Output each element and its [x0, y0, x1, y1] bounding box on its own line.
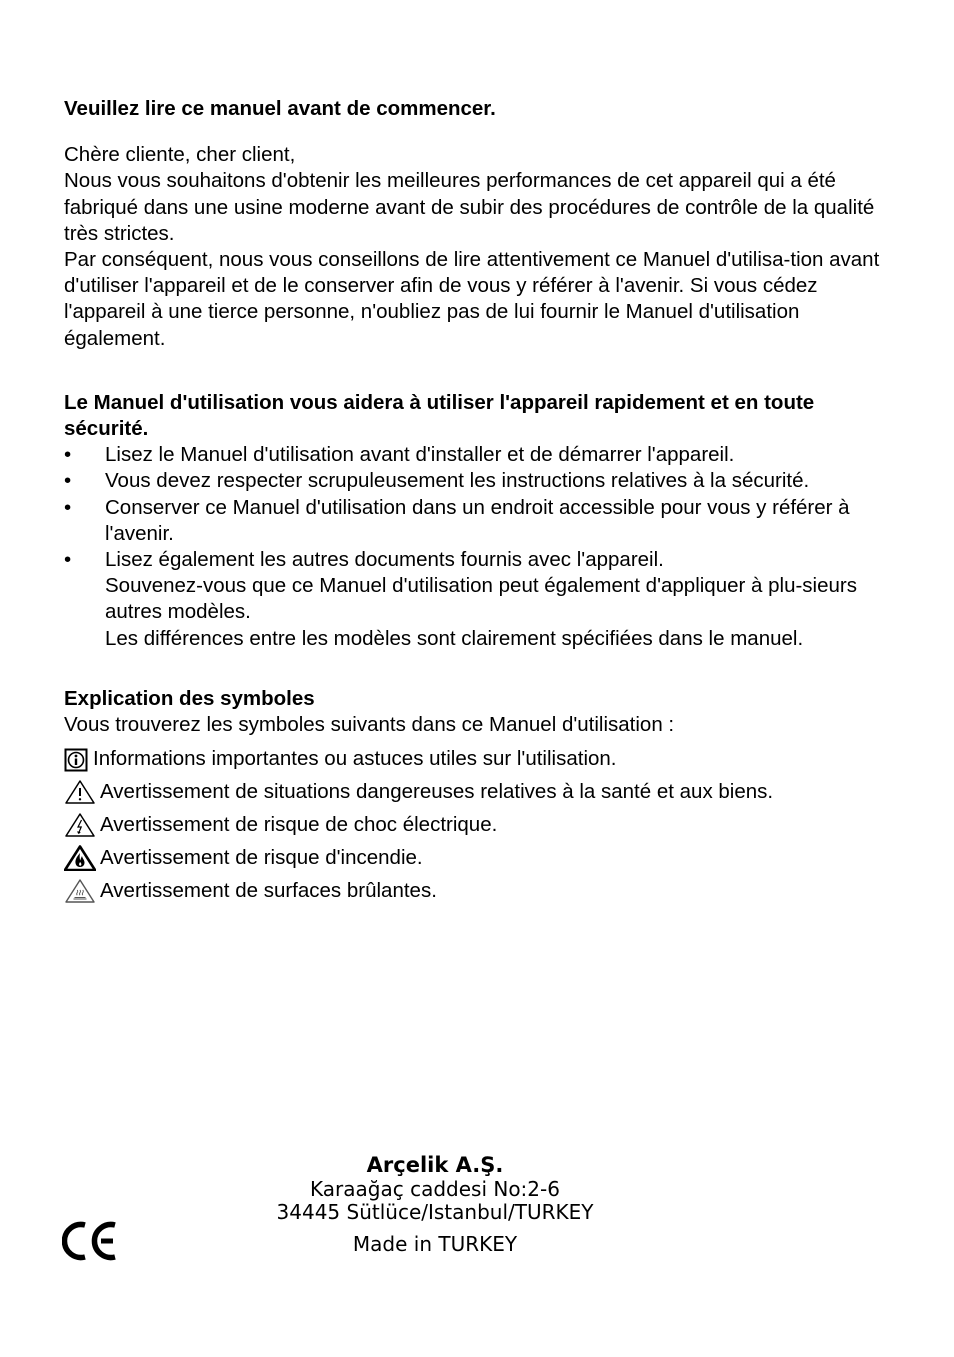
list-item	[64, 495, 894, 547]
warning-triangle-icon	[64, 777, 96, 805]
bullet-text: Lisez également les autres documents fournis avec l'appareil.	[105, 548, 664, 572]
symbol-row-electric	[64, 805, 894, 838]
greeting: Chère cliente, cher client,	[64, 143, 296, 167]
manual-bullet-list	[64, 442, 894, 652]
address-line-2: 34445 Sütlüce/Istanbul/TURKEY	[276, 1200, 594, 1224]
info-icon	[64, 744, 92, 772]
differences-note: Les différences entre les modèles sont clairement spécifiées dans le manuel.	[105, 626, 804, 650]
bullet-text: Conserver ce Manuel d'utilisation dans un endroit accessible pour vous y référer à l'avenir.	[105, 495, 850, 545]
fire-hazard-icon	[64, 843, 96, 871]
bullet-marker: •	[64, 495, 72, 519]
models-note: Souvenez-vous que ce Manuel d'utilisation peut également d'appliquer à plu-sieurs autres modèles.	[105, 574, 857, 624]
company-name: Arçelik A.Ş.	[366, 1153, 504, 1177]
hot-surface-icon	[64, 876, 96, 904]
symbol-text: Avertissement de risque d'incendie.	[100, 846, 423, 870]
symbol-text: Informations importantes ou astuces utiles sur l'utilisation.	[93, 747, 617, 771]
symbol-text: Avertissement de surfaces brûlantes.	[100, 879, 437, 903]
symbol-row-fire	[64, 838, 894, 871]
list-item	[64, 547, 894, 652]
ce-mark-icon	[62, 1220, 120, 1262]
bullet-marker: •	[64, 548, 72, 572]
bullet-text: Lisez le Manuel d'utilisation avant d'installer et de démarrer l'appareil.	[105, 443, 735, 467]
intro-paragraph-2: Par conséquent, nous vous conseillons de lire attentivement ce Manuel d'utilisa-tion avant d'utiliser l'appareil et de le conserver afin de vous y référer à l'avenir. Si vous cédez l'appareil à une tierce personne, n'oubliez pas de lui fournir le Manuel d'utilisation également.	[64, 248, 880, 350]
electric-shock-icon	[64, 810, 96, 838]
list-item	[64, 468, 894, 494]
intro-heading: Veuillez lire ce manuel avant de commencer.	[64, 97, 496, 120]
symbol-text: Avertissement de risque de choc électrique.	[100, 813, 498, 837]
symbol-row-info	[64, 738, 894, 772]
intro-paragraph-1: Nous vous souhaitons d'obtenir les meilleures performances de cet appareil qui a été fabriqué dans une usine moderne avant de subir des procédures de contrôle de la qualité très strictes.	[64, 169, 875, 245]
bullet-text: Vous devez respecter scrupuleusement les instructions relatives à la sécurité.	[105, 469, 810, 493]
list-item	[64, 442, 894, 468]
bullet-marker: •	[64, 443, 72, 467]
address-line-1: Karaağaç caddesi No:2-6	[310, 1177, 560, 1201]
symbols-heading: Explication des symboles	[64, 686, 315, 710]
made-in-label: Made in TURKEY	[352, 1232, 518, 1256]
manual-section-heading: Le Manuel d'utilisation vous aidera à utiliser l'appareil rapidement et en toute sécurité.	[64, 390, 815, 441]
bullet-marker: •	[64, 469, 72, 493]
symbol-row-hot-surface	[64, 871, 894, 904]
manual-page	[64, 96, 894, 904]
manufacturer-footer	[260, 1152, 610, 1256]
symbol-text: Avertissement de situations dangereuses relatives à la santé et aux biens.	[100, 780, 774, 804]
symbol-row-warning	[64, 772, 894, 805]
symbols-intro: Vous trouverez les symboles suivants dans ce Manuel d'utilisation :	[64, 713, 675, 737]
